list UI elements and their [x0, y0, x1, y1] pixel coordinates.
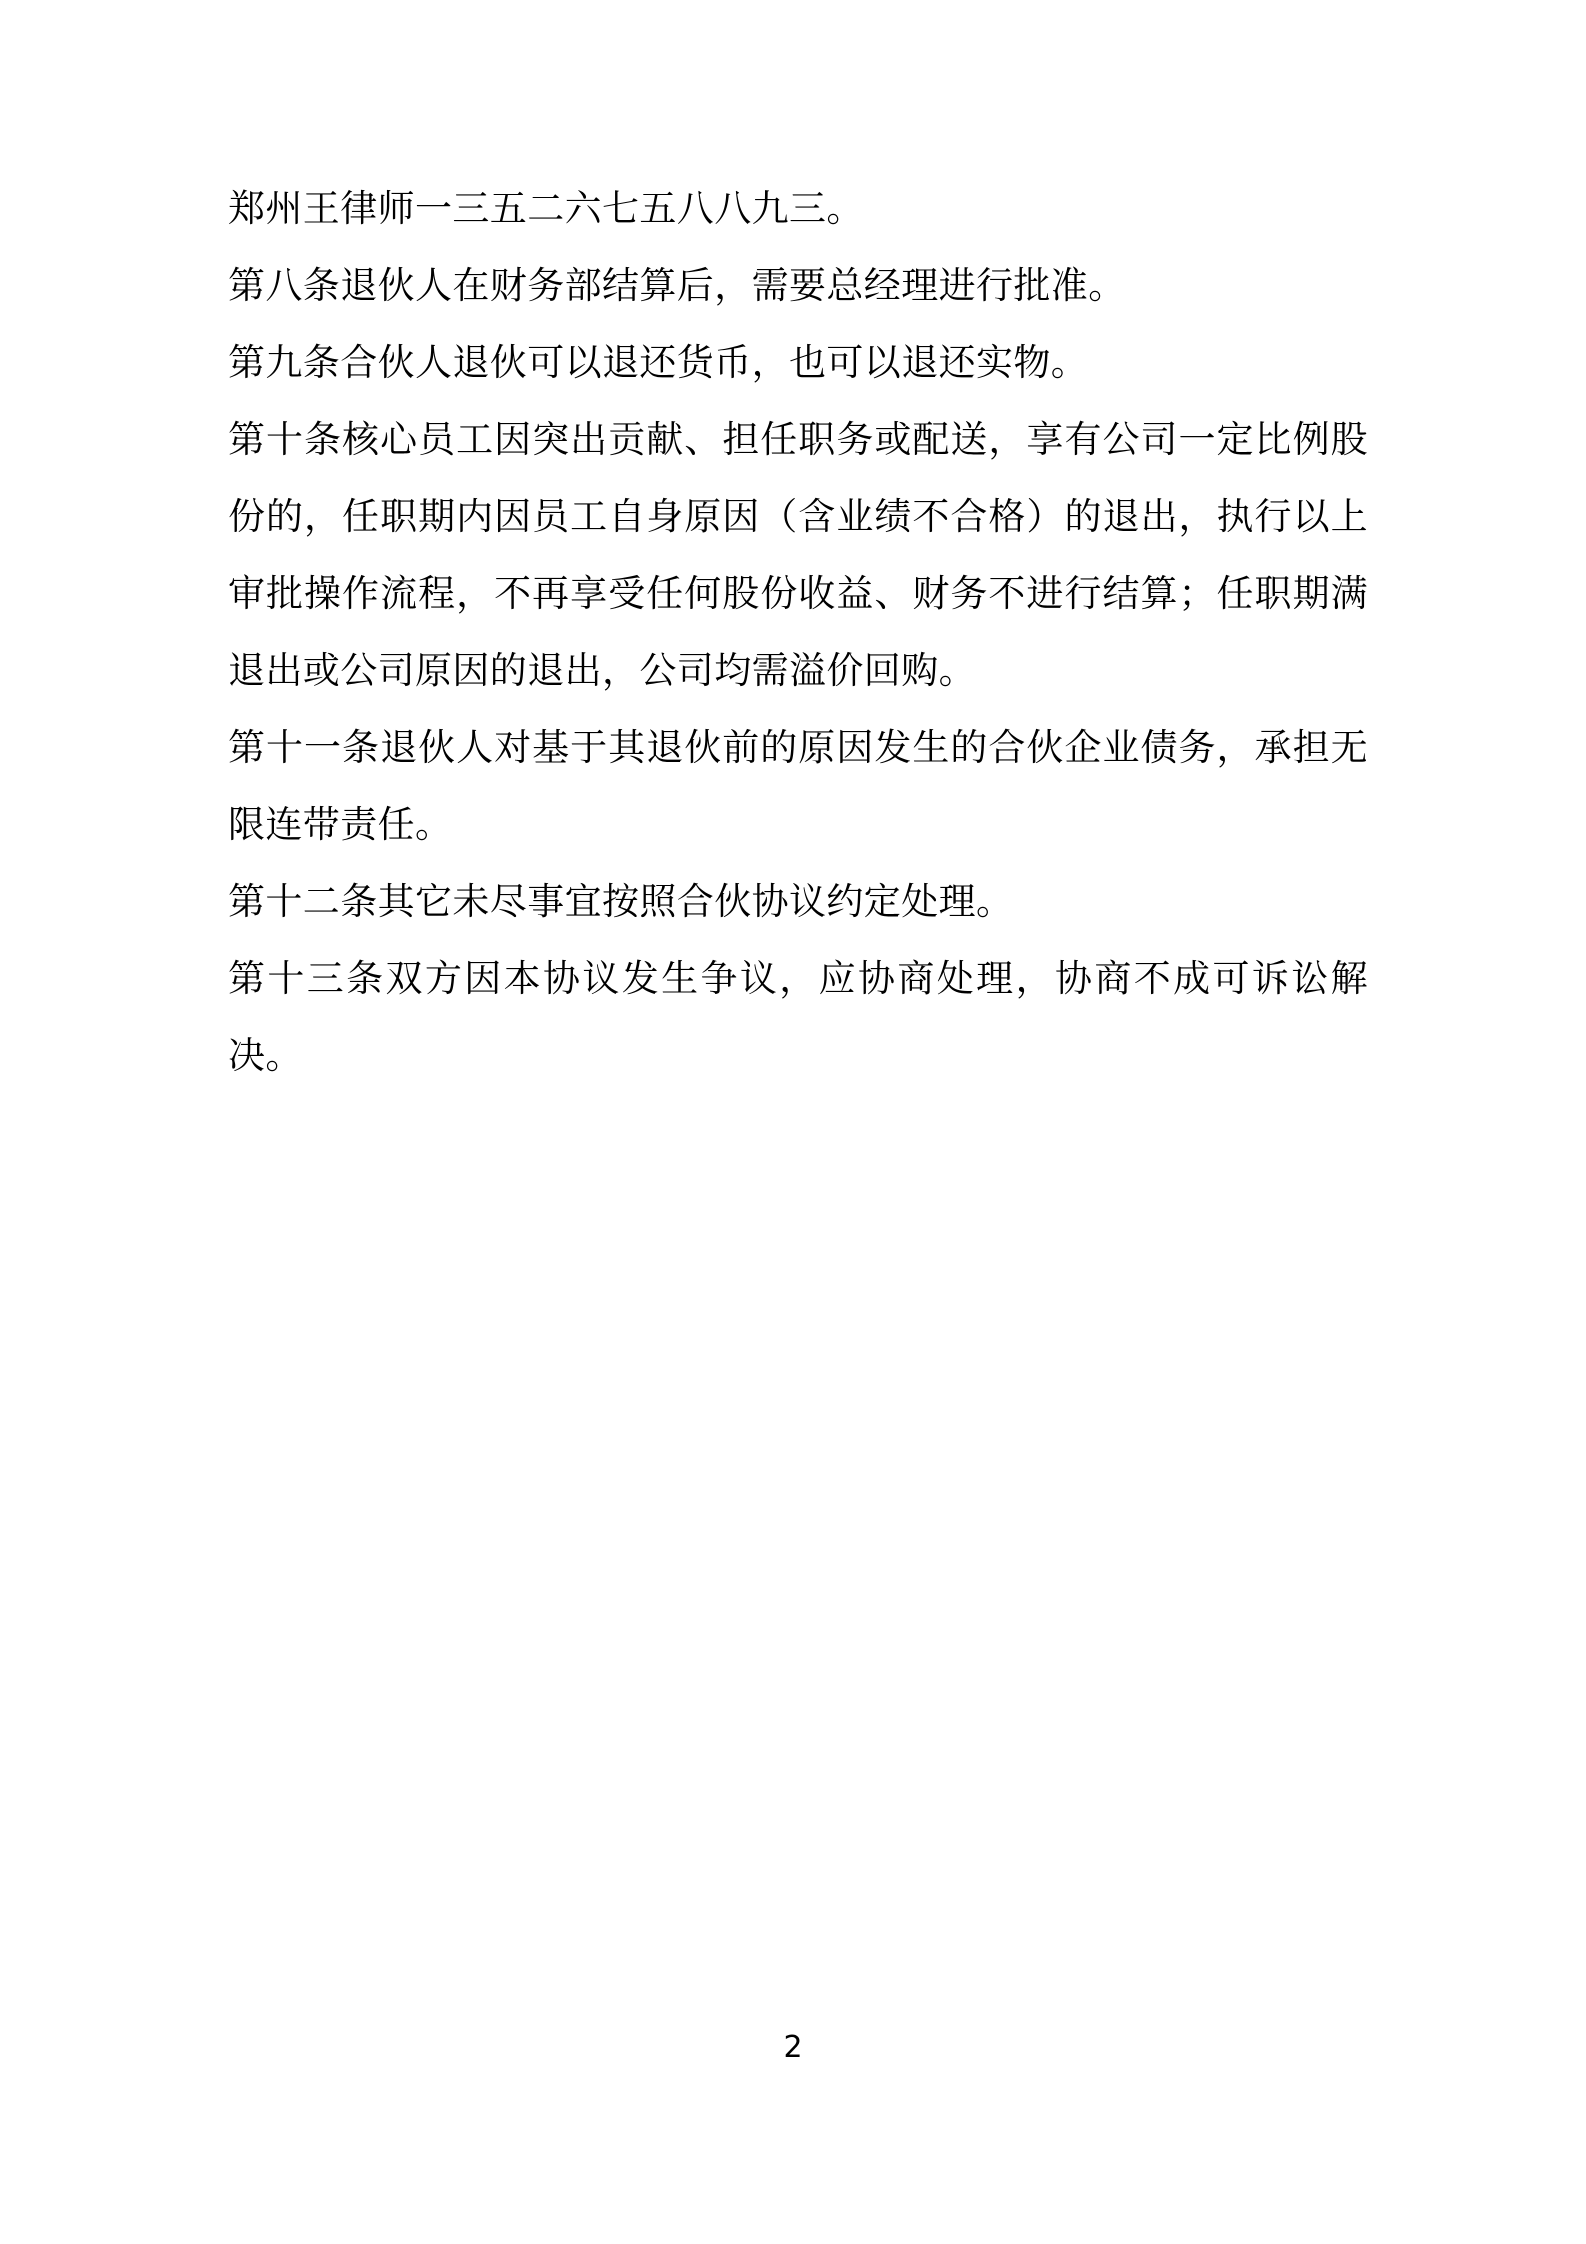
- paragraph-article-8: 第八条退伙人在财务部结算后，需要总经理进行批准。: [228, 264, 1126, 307]
- paragraph-article-9: 第九条合伙人退伙可以退还货币，也可以退还实物。: [228, 341, 1089, 384]
- paragraph-article-12: 第十二条其它未尽事宜按照合伙协议约定处理。: [228, 880, 1014, 923]
- document-body: [228, 170, 1368, 1094]
- paragraph-article-11: 第十一条退伙人对基于其退伙前的原因发生的合伙企业债务，承担无限连带责任。: [228, 726, 1368, 846]
- paragraph-article-10: 第十条核心员工因突出贡献、担任职务或配送，享有公司一定比例股份的，任职期内因员工自身原因（含业绩不合格）的退出，执行以上审批操作流程，不再享受任何股份收益、财务不进行结算；任职期满退出或公司原因的退出，公司均需溢价回购。: [228, 418, 1368, 692]
- paragraph-article-13: 第十三条双方因本协议发生争议，应协商处理，协商不成可诉讼解决。: [228, 957, 1368, 1077]
- paragraph-contact: 郑州王律师一三五二六七五八八九三。: [228, 187, 864, 230]
- page-number: 2: [783, 2030, 803, 2065]
